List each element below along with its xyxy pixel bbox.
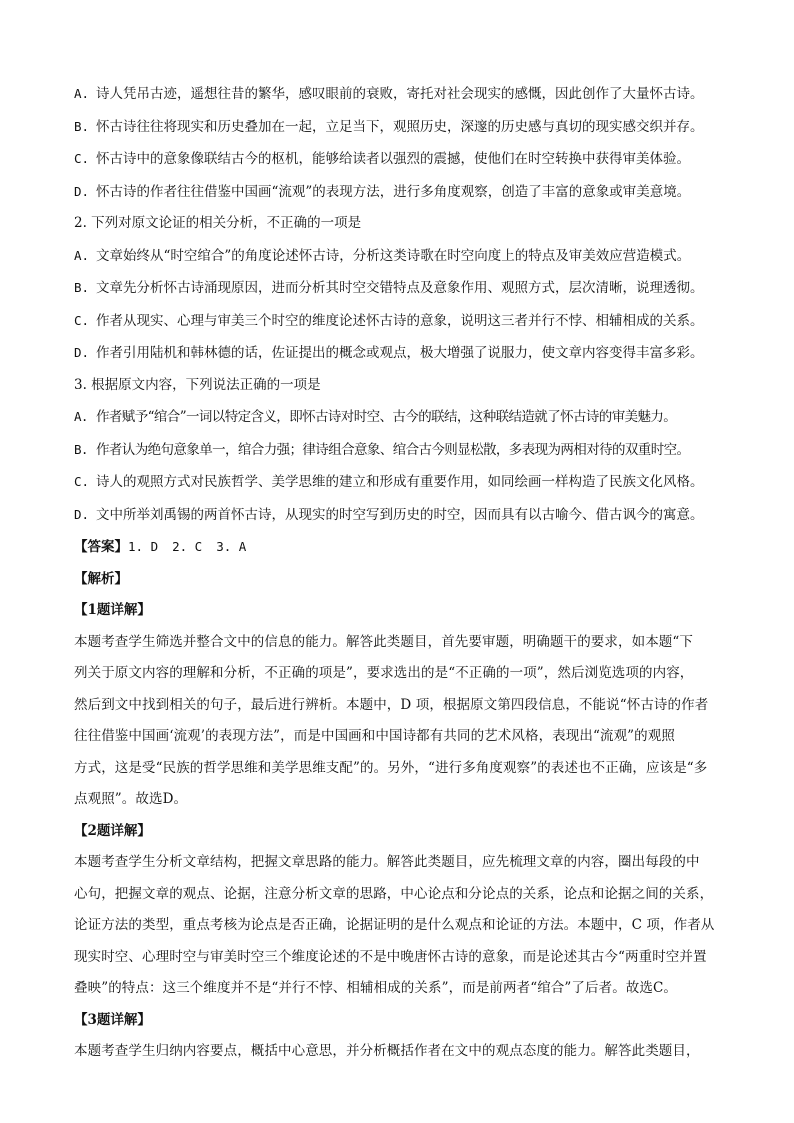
option-label: B. [74,441,88,457]
option-text: 怀古诗的作者往往借鉴中国画“流观”的表现方法，进行多角度观察，创造了丰富的意象或审美意境。 [96,183,691,200]
answer-key: 2. C [172,539,203,554]
answer-heading: 【答案】 [74,539,128,555]
detail-2-heading: 【2题详解】 [74,822,151,839]
option-text: 诗人凭吊古迹，遥想往昔的繁华，感叹眼前的衰败，寄托对社会现实的感慨，因此创作了大量怀古诗。 [96,86,704,102]
q2-option-b [74,272,724,305]
option-text: 作者引用陆机和韩林德的话，佐证提出的概念或观点，极大增强了说服力，使文章内容变得丰富多彩。 [96,345,704,361]
option-label: A. [74,247,90,263]
option-text: 文章始终从“时空绾合”的角度论述怀古诗，分析这类诗歌在时空向度上的特点及审美效应营造模式。 [96,247,691,264]
option-text: 文中所举刘禹锡的两首怀古诗，从现实的时空写到历史的时空，因而具有以古喻今、借古讽今的寓意。 [96,506,704,523]
q2-option-a [74,240,724,273]
detail-1-line: 然后到文中找到相关的句子，最后进行辨析。本题中，D 项，根据原文第四段信息，不能说“怀古诗的作者 [74,696,709,713]
detail-2-line: 论证方法的类型，重点考核为论点是否正确，论据证明的是什么观点和论证的方法。本题中，C 项，作者从 [74,917,715,933]
option-label: C. [74,474,90,489]
answer-key: 3. A [216,539,247,554]
q3-option-c [74,466,724,499]
option-label: B. [74,280,90,295]
option-text: 文章先分析怀古诗涌现原因，进而分析其时空交错特点及意象作用、观照方式，层次清晰，说理透彻。 [96,280,704,296]
option-label: D. [74,506,90,522]
detail-3-line: 本题考查学生归纳内容要点，概括中心意思，并分析概括作者在文中的观点态度的能力。解答此类题目， [74,1043,700,1059]
option-text: 作者从现实、心理与审美三个时空的维度论述怀古诗的意象，说明这三者并行不悖、相辅相成的关系。 [96,312,704,329]
q2-stem: 2. 下列对原文论证的相关分析，不正确的一项是 [74,215,362,231]
detail-1-line: 方式，这是受“民族的哲学思维和美学思维支配”的。另外，“进行多角度观察”的表述也不正确，应该是“多 [74,759,708,776]
detail-2-line: 现实时空、心理时空与审美时空三个维度论述的不是中晚唐怀古诗的意象，而是论述其古今“两重时空并置 [74,948,707,965]
option-text: 作者认为绝句意象单一，绾合力强；律诗组合意象、绾合古今则显松散，多表现为两相对待的双重时空。 [96,441,690,458]
q2-option-c [74,305,724,338]
detail-1-line: 本题考查学生筛选并整合文中的信息的能力。解答此类题目，首先要审题，明确题干的要求，如本题“下 [74,633,693,650]
detail-2-line: 心句，把握文章的观点、论据，注意分析文章的思路，中心论点和分论点的关系，论点和论据之间的关系， [74,885,714,902]
option-label: B. [74,118,90,134]
q3-stem: 3. 根据原文内容，下列说法正确的一项是 [74,376,321,393]
detail-3-heading: 【3题详解】 [74,1011,151,1028]
analysis-heading: 【解析】 [74,570,128,587]
option-text: 作者赋予“绾合”一词以特定含义，即怀古诗对时空、古今的联结，这种联结造就了怀古诗的审美魅力。 [96,409,677,425]
answer-line [74,531,724,564]
q1-option-a [74,78,724,111]
option-text: 怀古诗往往将现实和历史叠加在一起，立足当下，观照历史，深邃的历史感与真切的现实感交织并存。 [96,118,704,135]
q3-option-b [74,434,724,467]
option-label: A. [74,86,90,101]
q1-option-d [74,176,724,209]
detail-1-line: 往往借鉴中国画‘流观’的表现方法”，而是中国画和中国诗都有共同的艺术风格，表现出“流观”的观照 [74,728,675,744]
option-label: D. [74,183,90,199]
option-label: C. [74,312,90,328]
q2-option-d [74,337,724,370]
detail-1-line: 列关于原文内容的理解和分析，不正确的项是”，要求选出的是“不正确的一项”，然后浏览选项的内容， [74,665,694,681]
detail-1-line: 点观照”。故选D。 [74,791,188,807]
detail-2-line: 本题考查学生分析文章结构，把握文章思路的能力。解答此类题目，应先梳理文章的内容，圈出每段的中 [74,854,700,870]
option-text: 怀古诗中的意象像联结古今的枢机，能够给读者以强烈的震撼，使他们在时空转换中获得审美体验。 [96,151,690,167]
q1-option-c [74,143,724,176]
option-text: 诗人的观照方式对民族哲学、美学思维的建立和形成有重要作用，如同绘画一样构造了民族文化风格。 [96,474,704,490]
q3-option-d [74,499,724,532]
q3-option-a [74,401,724,434]
answer-key: 1. D [128,539,159,554]
option-label: C. [74,151,90,166]
detail-2-line: 叠映”的特点：这三个维度并不是“并行不悖、相辅相成的关系”，而是前两者“绾合”了后者。故选C。 [74,980,678,996]
q1-option-b [74,111,724,144]
option-label: D. [74,345,90,360]
option-label: A. [74,409,88,424]
detail-1-heading: 【1题详解】 [74,602,151,618]
